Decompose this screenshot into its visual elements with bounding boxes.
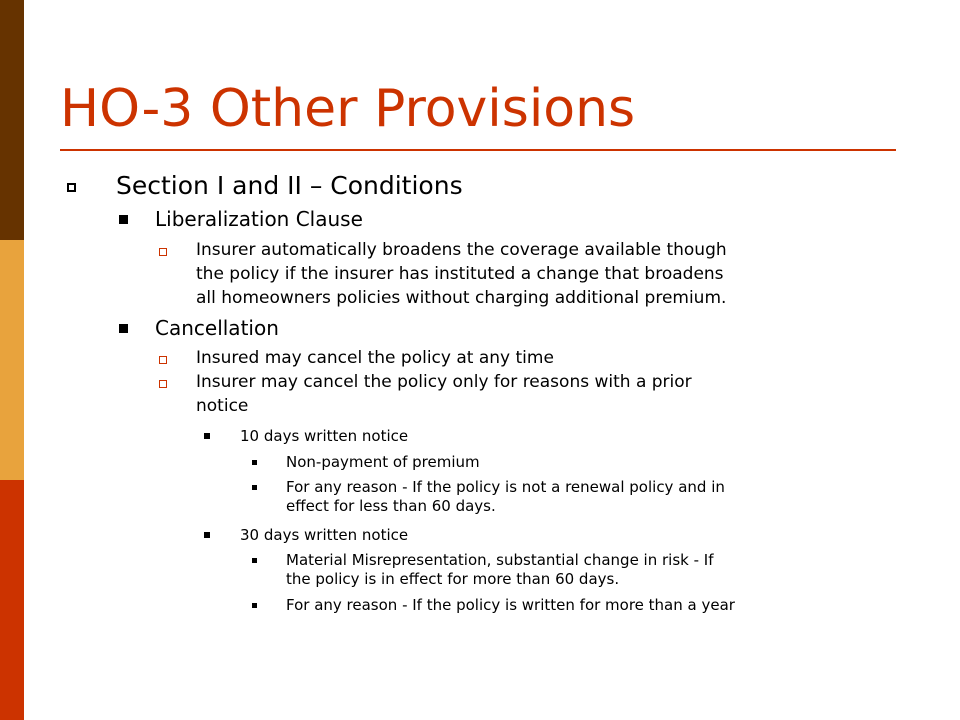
hollow-small-bullet-icon <box>159 248 167 256</box>
ten-days-item-1: Non-payment of premium <box>286 453 480 471</box>
liberalization-text-line-2: the policy if the insurer has instituted a change that broadens <box>196 264 724 284</box>
section-heading: Section I and II – Conditions <box>116 171 463 200</box>
solid-square-bullet-icon <box>119 324 128 333</box>
solid-square-bullet-icon <box>119 215 128 224</box>
insurer-cancel-text-line-2: notice <box>196 396 249 416</box>
small-square-bullet-icon <box>204 433 210 439</box>
tiny-square-bullet-icon <box>252 603 257 608</box>
thirty-days-item-2: For any reason - If the policy is written for more than a year <box>286 596 735 614</box>
ten-days-item-2-line-1: For any reason - If the policy is not a renewal policy and in <box>286 478 725 496</box>
side-bar-bottom <box>0 480 24 720</box>
liberalization-text-line-3: all homeowners policies without charging additional premium. <box>196 288 727 308</box>
side-bar-top <box>0 0 24 240</box>
thirty-days-heading: 30 days written notice <box>240 526 409 544</box>
thirty-days-item-1-line-1: Material Misrepresentation, substantial change in risk - If <box>286 551 714 569</box>
tiny-square-bullet-icon <box>252 460 257 465</box>
hollow-small-bullet-icon <box>159 356 167 364</box>
tiny-square-bullet-icon <box>252 485 257 490</box>
side-bar-middle <box>0 240 24 480</box>
liberalization-heading: Liberalization Clause <box>155 207 363 231</box>
cancellation-heading: Cancellation <box>155 316 279 340</box>
tiny-square-bullet-icon <box>252 558 257 563</box>
ten-days-heading: 10 days written notice <box>240 427 409 445</box>
insurer-cancel-text-line-1: Insurer may cancel the policy only for reasons with a prior <box>196 372 692 392</box>
title-underline <box>60 149 896 151</box>
insured-cancel-text: Insured may cancel the policy at any time <box>196 348 554 368</box>
ten-days-item-2-line-2: effect for less than 60 days. <box>286 497 496 515</box>
hollow-small-bullet-icon <box>159 380 167 388</box>
small-square-bullet-icon <box>204 532 210 538</box>
hollow-square-bullet-icon <box>67 183 76 192</box>
liberalization-text-line-1: Insurer automatically broadens the coverage available though <box>196 240 727 260</box>
thirty-days-item-1-line-2: the policy is in effect for more than 60 days. <box>286 570 620 588</box>
slide-title: HO-3 Other Provisions <box>60 79 636 139</box>
